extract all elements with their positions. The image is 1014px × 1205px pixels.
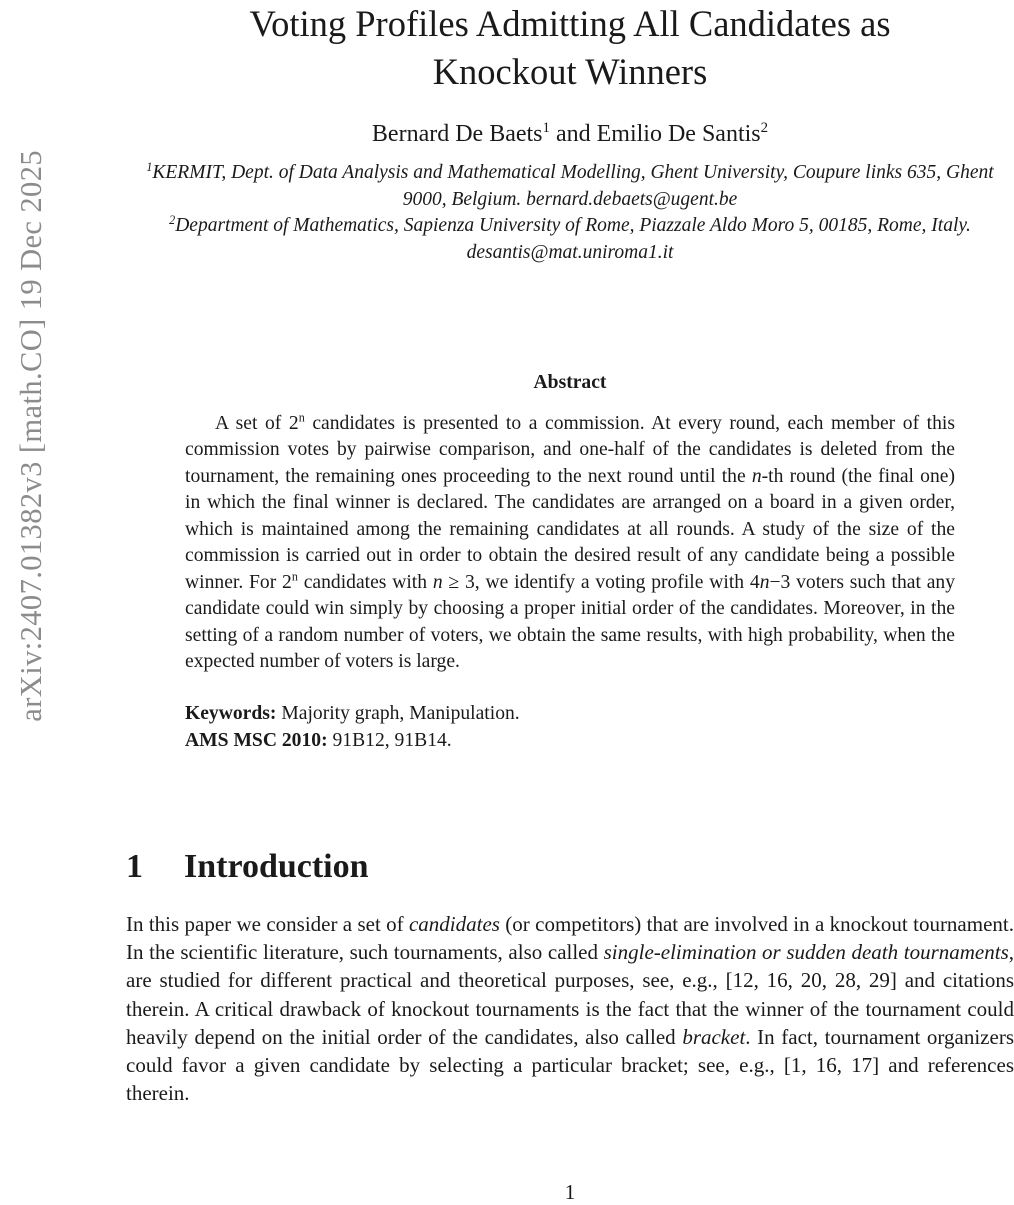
author-connector: and (549, 121, 597, 147)
section-title: Introduction (184, 848, 369, 885)
arxiv-stamp-text: arXiv:2407.01382v3 [math.CO] 19 Dec 2025 (14, 150, 48, 722)
page-number: 1 (564, 1180, 576, 1204)
author-list (126, 118, 1014, 150)
arxiv-stamp (12, 150, 52, 910)
abstract-text-1: A set of 2 (215, 412, 299, 434)
section-number: 1 (126, 848, 143, 885)
intro-text-4: . In fact, tournament organizers could favor a given candidate by selecting a particular bracket; see, e.g., [1, 16, 17] and references therein. (126, 1024, 1014, 1106)
abstract-text-3: -th round (the final one) in which the final winner is declared. The candidates are arranged on a board in a given order, which is maintained among the remaining candidates at all rounds. A study of the size of the commission is carried out in order to obtain the desired result of any candidate being a possible winner. For 2 (185, 465, 955, 593)
intro-emph-3: bracket (682, 1024, 746, 1049)
affiliation-1 (126, 160, 1014, 213)
keywords-line (185, 700, 955, 727)
msc-value: 91B12, 91B14. (327, 729, 452, 751)
abstract-sup-2: n (291, 569, 298, 584)
affiliation-1-text: KERMIT, Dept. of Data Analysis and Mathematical Modelling, Ghent University, Coupure links 635, Ghent 9000, Belgium. bernard.debaets@ugent.be (152, 162, 994, 210)
abstract-heading: Abstract (533, 372, 607, 393)
intro-text-3: , are studied for different practical and theoretical purposes, see, e.g., [12, 16, 20, 28, 29] and citations therein. A critical drawback of knockout tournaments is the fact that the winner of the tournament could heavily depend on the initial order of the candidates, also called (126, 940, 1014, 1049)
keywords-block (185, 700, 955, 754)
intro-emph-2: single-elimination or sudden death tournaments (603, 940, 1009, 965)
author-2-affil-mark: 2 (760, 120, 769, 137)
abstract-var-1: n (751, 465, 762, 487)
intro-text-2: (or competitors) that are involved in a knockout tournament. In the scientific literature, such tournaments, also called (126, 912, 1014, 965)
section-heading (126, 848, 369, 886)
abstract-body (185, 411, 955, 676)
author-2: Emilio De Santis (596, 121, 761, 147)
author-1-affil-mark: 1 (542, 120, 550, 137)
abstract-text-2: candidates is presented to a commission. At every round, each member of this commission votes by pairwise comparison, and one-half of the candidates is deleted from the tournament, the remaining ones proceeding to the next round until the (185, 412, 955, 487)
abstract-text-6: −3 voters such that any candidate could win simply by choosing a proper initial order of the candidates. Moreover, in the setting of a random number of voters, we obtain the same results, with high probability, when the expected number of voters is large. (185, 571, 955, 672)
affiliations (126, 160, 1014, 266)
intro-text-1: In this paper we consider a set of (126, 912, 409, 936)
affiliation-2-mark: 2 (169, 212, 176, 227)
abstract-sup-1: n (298, 410, 305, 425)
abstract-var-2: n (432, 571, 443, 593)
title-line-2: Knockout Winners (432, 51, 708, 92)
keywords-label: Keywords: (185, 702, 277, 724)
affiliation-2 (126, 213, 1014, 266)
abstract-text-4: candidates with (297, 571, 433, 593)
affiliation-2-text: Department of Mathematics, Sapienza University of Rome, Piazzale Aldo Moro 5, 00185, Rome, Italy. desantis@mat.uniroma1.it (175, 215, 971, 263)
affiliation-1-mark: 1 (146, 159, 153, 174)
abstract-var-3: n (759, 571, 770, 593)
msc-label: AMS MSC 2010: (185, 729, 328, 751)
abstract (185, 370, 955, 754)
intro-paragraph (126, 910, 1014, 1107)
msc-line (185, 727, 955, 754)
paper-title (126, 0, 1014, 96)
paper-page (126, 0, 1014, 1204)
intro-emph-1: candidates (408, 912, 500, 936)
title-line-1: Voting Profiles Admitting All Candidates as (249, 3, 891, 44)
keywords-value: Majority graph, Manipulation. (276, 702, 520, 724)
abstract-text-5: ≥ 3, we identify a voting profile with 4 (442, 571, 760, 593)
author-1: Bernard De Baets (371, 121, 543, 147)
